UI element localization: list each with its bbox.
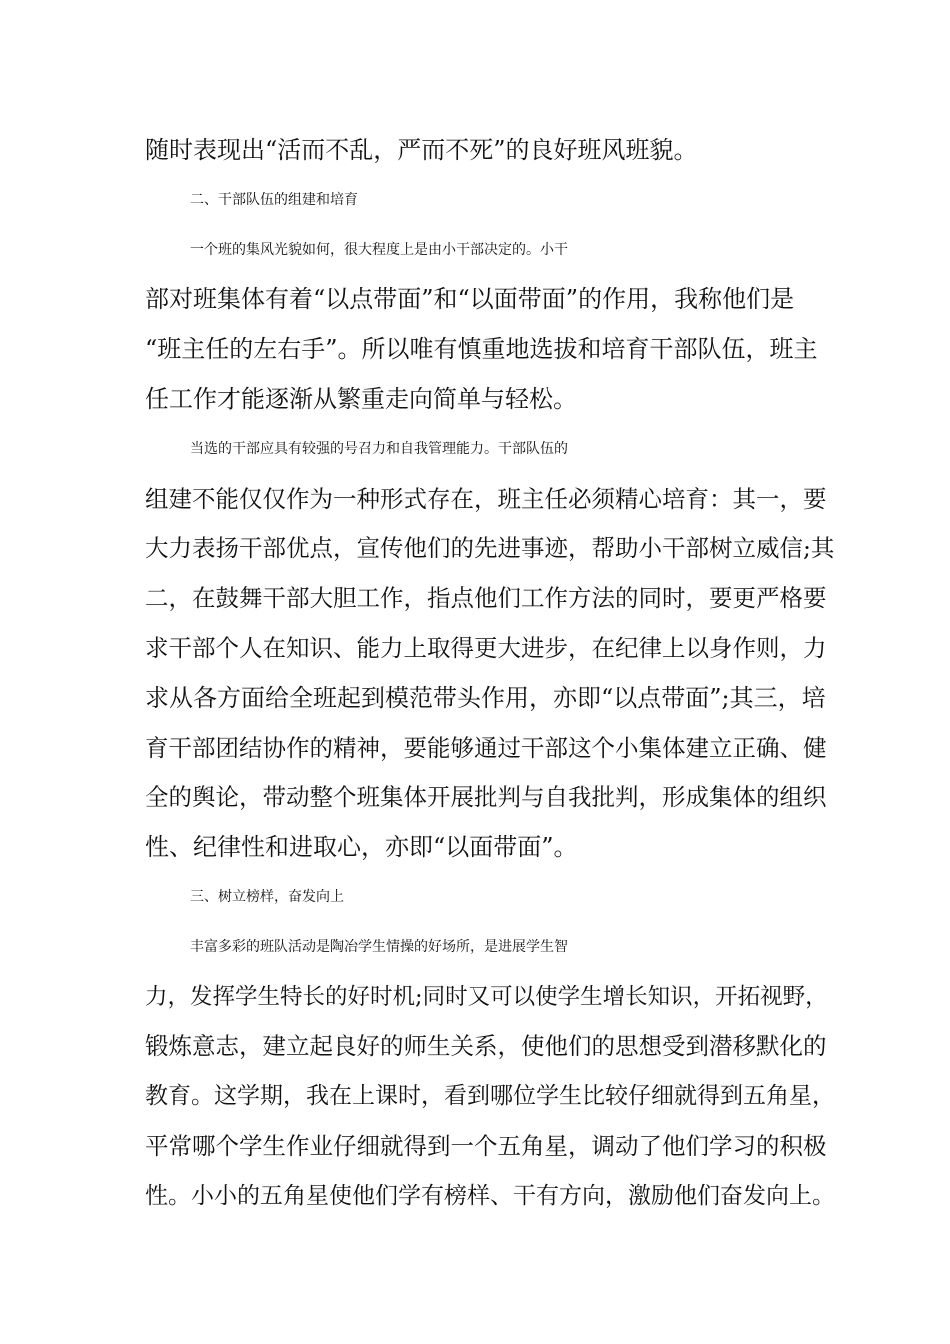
text-line: 教育。这学期，我在上课时，看到哪位学生比较仔细就得到五角星， xyxy=(145,1083,835,1109)
section-heading: 二、干部队伍的组建和培育 xyxy=(190,192,358,208)
text-line: 二，在鼓舞干部大胆工作，指点他们工作方法的同时，要更严格要 xyxy=(145,584,827,612)
text-line: 求干部个人在知识、能力上取得更大进步，在纪律上以身作则，力 xyxy=(145,634,827,662)
text-line: 力，发挥学生特长的好时机;同时又可以使学生增长知识，开拓视野， xyxy=(145,984,828,1010)
text-line: 一个班的集风光貌如何，很大程度上是由小干部决定的。小干 xyxy=(190,242,568,258)
text-line: 部对班集体有着“以点带面”和“以面带面”的作用，我称他们是 xyxy=(145,285,795,313)
text-line: 育干部团结协作的精神，要能够通过干部这个小集体建立正确、健 xyxy=(145,734,827,762)
text-line: 随时表现出“活而不乱，严而不死”的良好班风班貌。 xyxy=(145,136,698,164)
text-line: 锻炼意志，建立起良好的师生关系，使他们的思想受到潜移默化的 xyxy=(145,1032,827,1060)
text-line: 全的舆论，带动整个班集体开展批判与自我批判，形成集体的组织 xyxy=(145,783,827,811)
text-line: 性、纪律性和进取心，亦即“以面带面”。 xyxy=(145,833,578,861)
text-line: 求从各方面给全班起到模范带头作用，亦即“以点带面”;其三，培 xyxy=(145,684,826,712)
text-line: “班主任的左右手”。所以唯有慎重地选拔和培育干部队伍，班主 xyxy=(145,335,818,363)
text-line: 组建不能仅仅作为一种形式存在，班主任必须精心培育：其一，要 xyxy=(145,485,827,513)
text-line: 丰富多彩的班队活动是陶冶学生情操的好场所，是进展学生智 xyxy=(190,939,568,955)
section-heading: 三、树立榜样，奋发向上 xyxy=(190,889,344,905)
text-line: 大力表扬干部优点，宣传他们的先进事迹，帮助小干部树立威信;其 xyxy=(145,534,835,562)
text-line: 任工作才能逐渐从繁重走向简单与轻松。 xyxy=(145,385,577,413)
text-line: 性。小小的五角星使他们学有榜样、干有方向，激励他们奋发向上。 xyxy=(145,1183,835,1209)
text-line: 平常哪个学生作业仔细就得到一个五角星，调动了他们学习的积极 xyxy=(145,1132,827,1160)
text-line: 当选的干部应具有较强的号召力和自我管理能力。干部队伍的 xyxy=(190,441,568,457)
